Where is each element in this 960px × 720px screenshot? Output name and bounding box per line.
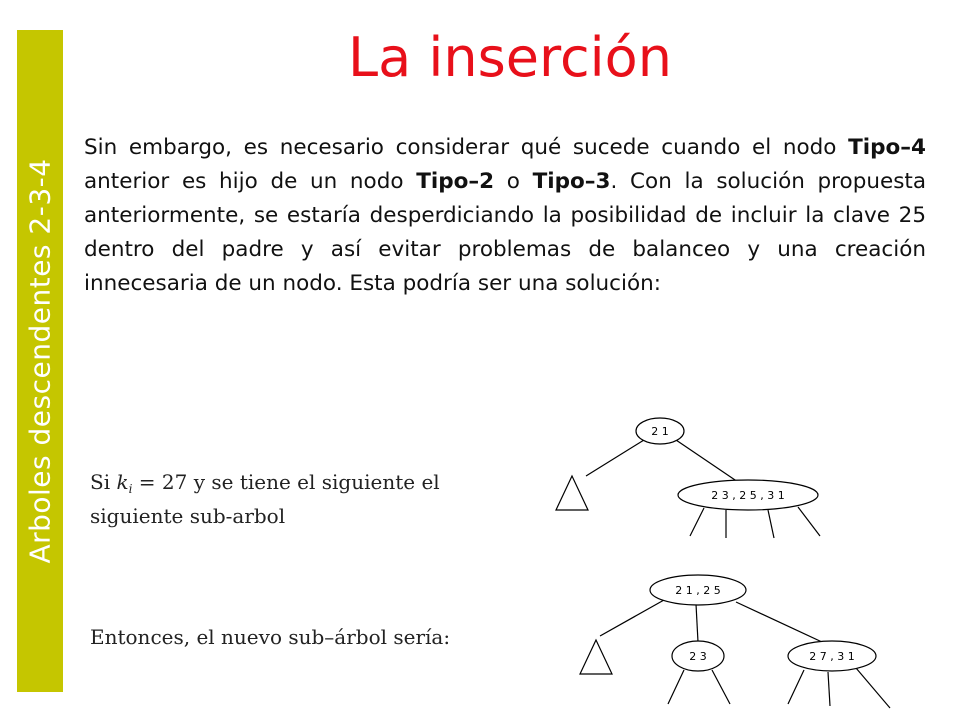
page-title: La inserción bbox=[348, 26, 672, 89]
condition-prefix: Si bbox=[90, 470, 117, 494]
tree1-child-label: 2 3 , 2 5 , 3 1 bbox=[711, 489, 785, 502]
tree2-left-label: 2 3 bbox=[689, 650, 707, 663]
edge-root-right bbox=[736, 602, 822, 642]
edge-root-left bbox=[600, 600, 664, 636]
edge-right-1 bbox=[788, 670, 804, 704]
body-paragraph bbox=[84, 131, 926, 301]
condition-k: k bbox=[116, 470, 129, 494]
condition-line-2: siguiente sub-arbol bbox=[90, 504, 286, 528]
paragraph-text-4: . Con la solución propuesta anteriormente, se estaría desperdiciando la posibilidad de incluir la clave 25 dentro del padre y así evitar problemas de balanceo y una creación innecesaria de un nodo. Esta podría ser una solución: bbox=[84, 169, 926, 296]
paragraph-text-2: anterior es hijo de un nodo bbox=[84, 169, 417, 194]
paragraph-bold-tipo2: Tipo–2 bbox=[416, 169, 495, 194]
tree2-root-label: 2 1 , 2 5 bbox=[675, 584, 721, 597]
tree-diagram-after bbox=[560, 568, 900, 718]
tree2-right-label: 2 7 , 3 1 bbox=[809, 650, 855, 663]
edge-child-4 bbox=[798, 507, 820, 536]
result-label: Entonces, el nuevo sub–árbol sería: bbox=[90, 625, 451, 649]
sidebar-label: Arboles descendentes 2-3-4 bbox=[23, 158, 57, 564]
left-subtree-triangle bbox=[556, 476, 588, 510]
edge-middle-left bbox=[668, 670, 684, 704]
edge-root-left bbox=[586, 440, 644, 476]
paragraph-bold-tipo4: Tipo–4 bbox=[848, 135, 926, 160]
tree1-root-label: 2 1 bbox=[651, 425, 669, 438]
edge-child-1 bbox=[690, 508, 704, 536]
edge-child-3 bbox=[768, 510, 774, 538]
tree-diagram-before bbox=[548, 410, 858, 545]
paragraph-bold-tipo3: Tipo–3 bbox=[532, 169, 611, 194]
paragraph-text-1: Sin embargo, es necesario considerar qué sucede cuando el nodo bbox=[84, 135, 849, 160]
edge-middle-right bbox=[712, 670, 730, 704]
edge-right-2 bbox=[828, 672, 830, 706]
edge-root-child bbox=[676, 440, 738, 482]
condition-subscript: i bbox=[128, 482, 133, 496]
edge-right-3 bbox=[856, 668, 890, 708]
condition-suffix: = 27 y se tiene el siguiente el bbox=[132, 470, 440, 494]
paragraph-text-3: o bbox=[494, 169, 533, 194]
edge-root-middle bbox=[696, 604, 698, 642]
left-subtree-triangle bbox=[580, 640, 612, 674]
